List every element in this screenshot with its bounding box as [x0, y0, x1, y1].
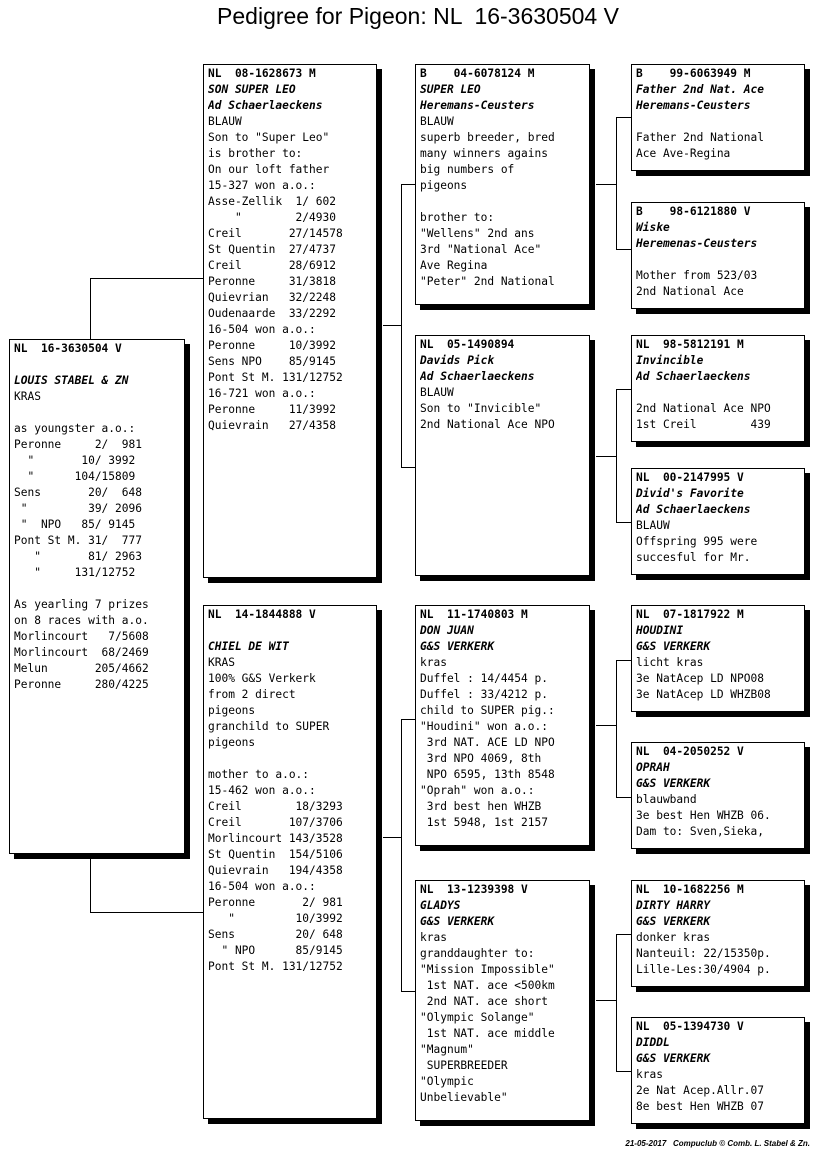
info-line: 16-504 won a.o.:	[208, 323, 316, 336]
info-line: Peronne 11/3992	[208, 403, 336, 416]
info-line: 100% G&S Verkerk	[208, 672, 316, 685]
info-line: donker kras	[636, 931, 711, 944]
info-line: Offspring 995 were	[636, 535, 758, 548]
pigeon-name: Father 2nd Nat. Ace	[636, 83, 764, 96]
info-line: Peronne 280/4225	[14, 678, 149, 691]
info-line: 16-721 won a.o.:	[208, 387, 316, 400]
ring-number: NL 08-1628673 M	[208, 67, 316, 80]
paternal-grandfather-card	[415, 64, 590, 305]
pigeon-name: Ad Schaerlaeckens	[636, 503, 751, 516]
info-line: Sens NPO 85/9145	[208, 355, 336, 368]
info-line: Nanteuil: 22/15350p.	[636, 947, 771, 960]
info-line: Oudenaarde 33/2292	[208, 307, 336, 320]
info-line: Duffel : 33/4212 p.	[420, 688, 548, 701]
info-line: " NPO 85/ 9145	[14, 518, 136, 531]
info-line: Son to "Invicible"	[420, 402, 542, 415]
info-line: 8e best Hen WHZB 07	[636, 1100, 764, 1113]
info-line: Pont St M. 131/12752	[208, 960, 343, 973]
maternal-grandfather-card	[415, 605, 590, 846]
pigeon-name: G&S VERKERK	[636, 640, 711, 653]
mother-card	[203, 605, 377, 1119]
info-line: 3e NatAcep LD NPO08	[636, 672, 764, 685]
pigeon-name: CHIEL DE WIT	[208, 640, 289, 653]
footer-credit: 21-05-2017 Compuclub © Comb. L. Stabel & Zn.	[625, 1139, 810, 1148]
info-line: Creil 27/14578	[208, 227, 343, 240]
info-line: Creil 18/3293	[208, 800, 343, 813]
info-line: Pont St M. 131/12752	[208, 371, 343, 384]
info-line: kras	[636, 1068, 663, 1081]
info-line: "Oprah" won a.o.:	[420, 784, 535, 797]
info-line: On our loft father	[208, 163, 330, 176]
pigeon-name: SUPER LEO	[420, 83, 481, 96]
father-card	[203, 64, 377, 578]
info-line: Lille-Les:30/4904 p.	[636, 963, 771, 976]
maternal-grandmother-card	[415, 880, 590, 1121]
info-line	[420, 194, 585, 210]
info-line: " 131/12752	[14, 566, 136, 579]
paternal-grandmother-card	[415, 335, 590, 576]
info-line: BLAUW	[636, 519, 670, 532]
info-line	[636, 252, 800, 268]
ring-number: B 98-6121880 V	[636, 205, 751, 218]
info-line: superb breeder, bred	[420, 131, 555, 144]
info-line: from 2 direct	[208, 688, 296, 701]
info-line	[14, 405, 180, 421]
info-line: blauwband	[636, 793, 697, 806]
info-line: Creil 107/3706	[208, 816, 343, 829]
info-line: 1st NAT. ace <500km	[420, 979, 555, 992]
pigeon-name: Davids Pick	[420, 354, 495, 367]
info-line: " 104/15809	[14, 470, 136, 483]
pigeon-name: Ad Schaerlaeckens	[420, 370, 535, 383]
info-line: brother to:	[420, 211, 495, 224]
info-line: BLAUW	[420, 115, 454, 128]
info-line: Unbelievable"	[420, 1091, 508, 1104]
pigeon-name: DIDDL	[636, 1036, 670, 1049]
ring-number: NL 05-1490894	[420, 338, 515, 351]
info-line: Morlincourt 68/2469	[14, 646, 149, 659]
info-line	[14, 581, 180, 597]
ggp-mmm-card	[631, 1017, 805, 1124]
info-line: mother to a.o.:	[208, 768, 310, 781]
info-line: granchild to SUPER	[208, 720, 330, 733]
info-line: kras	[420, 656, 447, 669]
ggp-fff-card	[631, 64, 805, 171]
info-line: KRAS	[14, 390, 41, 403]
info-line: as youngster a.o.:	[14, 422, 136, 435]
info-line: " 10/ 3992	[14, 454, 136, 467]
ggp-fmm-card	[631, 468, 805, 575]
ring-number: NL 98-5812191 M	[636, 338, 744, 351]
info-line: 3rd best hen WHZB	[420, 800, 542, 813]
info-line: 2nd National Ace NPO	[420, 418, 555, 431]
info-line: Creil 28/6912	[208, 259, 336, 272]
ggp-mff-card	[631, 605, 805, 712]
ring-number: NL 14-1844888 V	[208, 608, 316, 621]
pigeon-name: Divid's Favorite	[636, 487, 744, 500]
info-line: "Houdini" won a.o.:	[420, 720, 548, 733]
pigeon-name: SON SUPER LEO	[208, 83, 296, 96]
ring-number: B 04-6078124 M	[420, 67, 535, 80]
pigeon-name	[208, 623, 372, 639]
info-line: 16-504 won a.o.:	[208, 880, 316, 893]
info-line: is brother to:	[208, 147, 303, 160]
info-line: Quievrain 27/4358	[208, 419, 336, 432]
pigeon-name: Heremenas-Ceusters	[636, 237, 758, 250]
pigeon-name: LOUIS STABEL & ZN	[14, 374, 129, 387]
info-line: 2e Nat Acep.Allr.07	[636, 1084, 764, 1097]
info-line: KRAS	[208, 656, 235, 669]
info-line: 3rd NPO 4069, 8th	[420, 752, 542, 765]
info-line: pigeons	[208, 736, 256, 749]
info-line: "Mission Impossible"	[420, 963, 555, 976]
info-line: 3rd "National Ace"	[420, 243, 542, 256]
info-line: big numbers of	[420, 163, 515, 176]
ring-number: NL 11-1740803 M	[420, 608, 528, 621]
info-line: Son to "Super Leo"	[208, 131, 330, 144]
info-line: 3e best Hen WHZB 06.	[636, 809, 771, 822]
pigeon-name: G&S VERKERK	[636, 777, 711, 790]
ring-number: NL 00-2147995 V	[636, 471, 744, 484]
info-line: Morlincourt 143/3528	[208, 832, 343, 845]
info-line: Ave Regina	[420, 259, 488, 272]
info-line: 1st Creil 439	[636, 418, 771, 431]
info-line	[208, 751, 372, 767]
info-line: BLAUW	[420, 386, 454, 399]
info-line: Peronne 2/ 981	[208, 896, 343, 909]
info-line: child to SUPER pig.:	[420, 704, 555, 717]
info-line: 2nd National Ace NPO	[636, 402, 771, 415]
pigeon-name: HOUDINI	[636, 624, 684, 637]
info-line: Father 2nd National	[636, 131, 764, 144]
info-line: Ace Ave-Regina	[636, 147, 731, 160]
info-line: Quievrian 32/2248	[208, 291, 336, 304]
info-line: granddaughter to:	[420, 947, 535, 960]
ring-number: NL 16-3630504 V	[14, 342, 122, 355]
info-line: Duffel : 14/4454 p.	[420, 672, 548, 685]
info-line: St Quentin 154/5106	[208, 848, 343, 861]
ggp-fmf-card	[631, 335, 805, 442]
info-line: " 81/ 2963	[14, 550, 142, 563]
pigeon-name: OPRAH	[636, 761, 670, 774]
pigeon-name: Ad Schaerlaeckens	[208, 99, 323, 112]
pigeon-name: DON JUAN	[420, 624, 474, 637]
info-line: on 8 races with a.o.	[14, 614, 149, 627]
info-line: Morlincourt 7/5608	[14, 630, 149, 643]
ring-number: B 99-6063949 M	[636, 67, 751, 80]
subject-pigeon-card	[9, 339, 185, 854]
ring-number: NL 07-1817922 M	[636, 608, 744, 621]
page-title: Pedigree for Pigeon: NL 16-3630504 V	[217, 3, 619, 29]
info-line: " 2/4930	[208, 211, 336, 224]
info-line: pigeons	[208, 704, 256, 717]
info-line: "Olympic	[420, 1075, 474, 1088]
info-line: BLAUW	[208, 115, 242, 128]
ggp-mfm-card	[631, 742, 805, 849]
info-line: "Magnum"	[420, 1043, 474, 1056]
pigeon-name: DIRTY HARRY	[636, 899, 711, 912]
info-line: NPO 6595, 13th 8548	[420, 768, 555, 781]
pigeon-name: G&S VERKERK	[420, 640, 495, 653]
info-line: 1st NAT. ace middle	[420, 1027, 555, 1040]
info-line: Sens 20/ 648	[208, 928, 343, 941]
info-line: " 10/3992	[208, 912, 343, 925]
info-line: many winners agains	[420, 147, 548, 160]
ring-number: NL 04-2050252 V	[636, 745, 744, 758]
info-line: pigeons	[420, 179, 468, 192]
info-line: 3rd NAT. ACE LD NPO	[420, 736, 555, 749]
info-line: 3e NatAcep LD WHZB08	[636, 688, 771, 701]
info-line: Peronne 2/ 981	[14, 438, 142, 451]
info-line: 1st 5948, 1st 2157	[420, 816, 548, 829]
info-line: Pont St M. 31/ 777	[14, 534, 142, 547]
info-line	[636, 385, 800, 401]
pigeon-name: GLADYS	[420, 899, 461, 912]
info-line: "Peter" 2nd National	[420, 275, 555, 288]
info-line: Peronne 31/3818	[208, 275, 336, 288]
ggp-ffm-card	[631, 202, 805, 309]
info-line: Quievrain 194/4358	[208, 864, 343, 877]
info-line: Dam to: Sven,Sieka,	[636, 825, 764, 838]
pigeon-name: G&S VERKERK	[636, 1052, 711, 1065]
info-line: As yearling 7 prizes	[14, 598, 149, 611]
info-line: kras	[420, 931, 447, 944]
info-line	[636, 114, 800, 130]
pigeon-name: Heremans-Ceusters	[420, 99, 535, 112]
info-line: 15-462 won a.o.:	[208, 784, 316, 797]
info-line: SUPERBREEDER	[420, 1059, 508, 1072]
info-line: "Wellens" 2nd ans	[420, 227, 535, 240]
info-line: Melun 205/4662	[14, 662, 149, 675]
ring-number: NL 05-1394730 V	[636, 1020, 744, 1033]
info-line: 2nd NAT. ace short	[420, 995, 548, 1008]
info-line: Mother from 523/03	[636, 269, 758, 282]
info-line: succesful for Mr.	[636, 551, 751, 564]
info-line: " NPO 85/9145	[208, 944, 343, 957]
info-line: Sens 20/ 648	[14, 486, 142, 499]
pigeon-name: G&S VERKERK	[636, 915, 711, 928]
ring-number: NL 10-1682256 M	[636, 883, 744, 896]
info-line: " 39/ 2096	[14, 502, 142, 515]
info-line: Asse-Zellik 1/ 602	[208, 195, 336, 208]
pigeon-name: Wiske	[636, 221, 670, 234]
pigeon-name: Invincible	[636, 354, 704, 367]
ggp-mmf-card	[631, 880, 805, 987]
pigeon-name: G&S VERKERK	[420, 915, 495, 928]
info-line: 15-327 won a.o.:	[208, 179, 316, 192]
ring-number: NL 13-1239398 V	[420, 883, 528, 896]
info-line: St Quentin 27/4737	[208, 243, 336, 256]
pigeon-name: Ad Schaerlaeckens	[636, 370, 751, 383]
pigeon-name: Heremans-Ceusters	[636, 99, 751, 112]
info-line	[14, 357, 180, 373]
info-line: Peronne 10/3992	[208, 339, 336, 352]
info-line: "Olympic Solange"	[420, 1011, 535, 1024]
info-line: licht kras	[636, 656, 704, 669]
info-line: 2nd National Ace	[636, 285, 744, 298]
